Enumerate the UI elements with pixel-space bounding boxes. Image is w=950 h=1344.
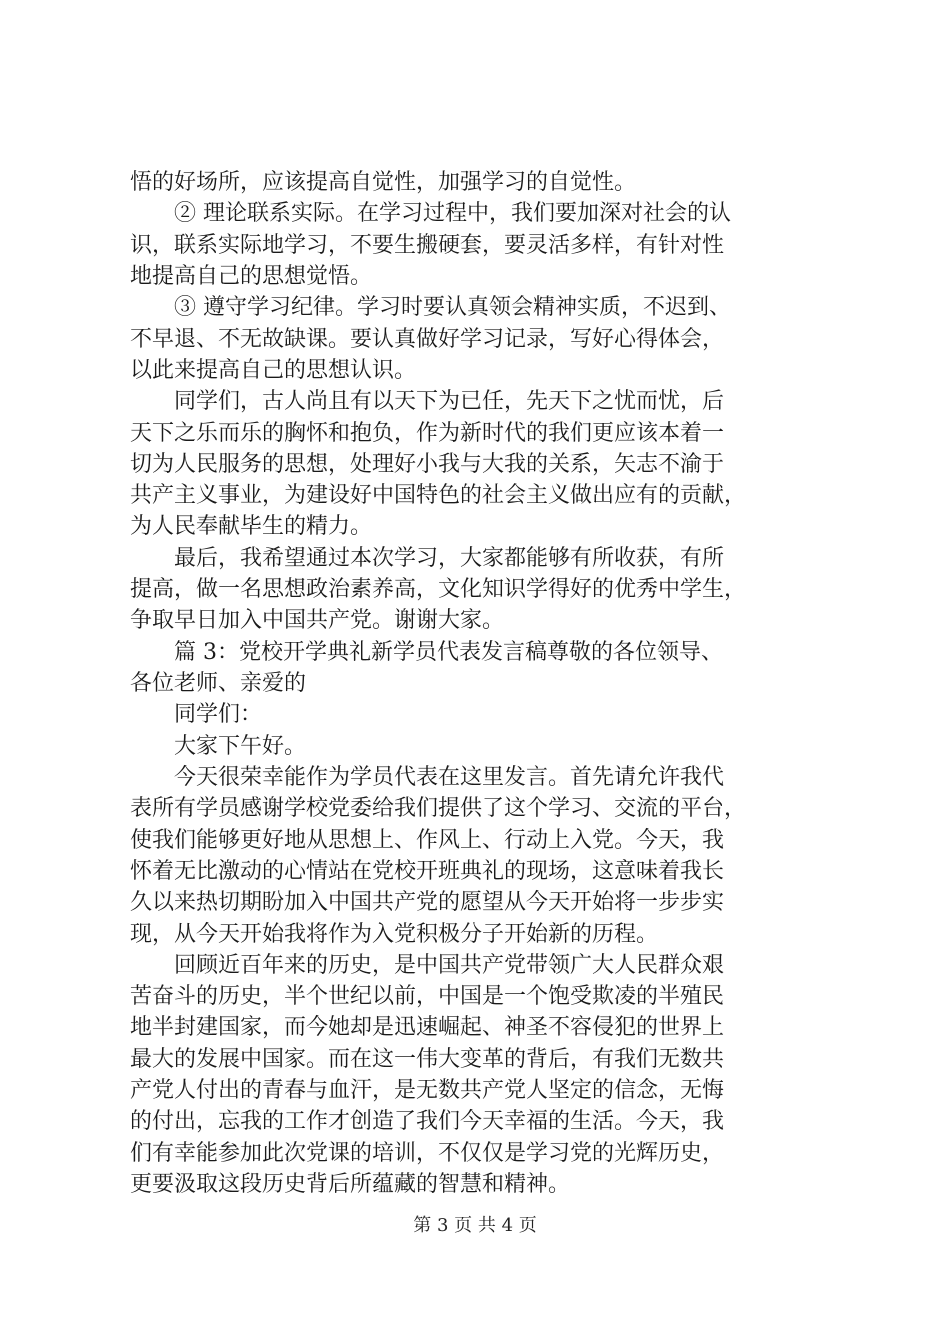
- text-line: 提高，做一名思想政治素养高，文化知识学得好的优秀中学生，: [130, 577, 747, 602]
- text-line: 共产主义事业，为建设好中国特色的社会主义做出应有的贡献，: [130, 483, 747, 508]
- text-line: 使我们能够更好地从思想上、作风上、行动上入党。今天，我: [130, 828, 725, 853]
- text-line: 识，联系实际地学习，不要生搬硬套，要灵活多样，有针对性: [130, 233, 725, 258]
- text-line: 天下之乐而乐的胸怀和抱负，作为新时代的我们更应该本着一: [130, 421, 725, 446]
- text-line: 们有幸能参加此次党课的培训，不仅仅是学习党的光辉历史，: [130, 1141, 725, 1166]
- text-line: 地半封建国家，而今她却是迅速崛起、神圣不容侵犯的世界上: [130, 1015, 725, 1040]
- text-line: 悟的好场所，应该提高自觉性，加强学习的自觉性。: [130, 170, 637, 195]
- text-line: 久以来热切期盼加入中国共产党的愿望从今天开始将一步步实: [130, 890, 725, 915]
- text-line: 大家下午好。: [130, 734, 307, 759]
- text-line: 各位老师、亲爱的: [130, 671, 307, 696]
- text-line: 同学们，古人尚且有以天下为已任，先天下之忧而忧，后: [130, 389, 725, 414]
- text-line: 现，从今天开始我将作为入党积极分子开始新的历程。: [130, 922, 659, 947]
- text-line: 怀着无比激动的心情站在党校开班典礼的现场，这意味着我长: [130, 859, 725, 884]
- text-line: 苦奋斗的历史，半个世纪以前，中国是一个饱受欺凌的半殖民: [130, 984, 725, 1009]
- text-line: 产党人付出的青春与血汗，是无数共产党人坚定的信念，无悔: [130, 1078, 725, 1103]
- text-line: 表所有学员感谢学校党委给我们提供了这个学习、交流的平台，: [130, 796, 747, 821]
- text-line: 争取早日加入中国共产党。谢谢大家。: [130, 608, 505, 633]
- page-number: 第 3 页 共 4 页: [413, 1215, 537, 1236]
- text-line: ② 理论联系实际。在学习过程中，我们要加深对社会的认: [130, 201, 731, 226]
- text-line: 不早退、不无故缺课。要认真做好学习记录，写好心得体会，: [130, 327, 725, 352]
- text-line: 最后，我希望通过本次学习，大家都能够有所收获，有所: [130, 546, 725, 571]
- text-line: 最大的发展中国家。而在这一伟大变革的背后，有我们无数共: [130, 1047, 725, 1072]
- text-line: ③ 遵守学习纪律。学习时要认真领会精神实质，不迟到、: [130, 295, 731, 320]
- section-heading: 篇 3：党校开学典礼新学员代表发言稿尊敬的各位领导、: [130, 640, 723, 665]
- text-line: 的付出，忘我的工作才创造了我们今天幸福的生活。今天，我: [130, 1109, 725, 1134]
- text-line: 地提高自己的思想觉悟。: [130, 264, 373, 289]
- text-line: 同学们：: [130, 702, 263, 727]
- text-line: 更要汲取这段历史背后所蕴藏的智慧和精神。: [130, 1172, 571, 1197]
- text-line: 切为人民服务的思想，处理好小我与大我的关系，矢志不渝于: [130, 452, 725, 477]
- text-line: 以此来提高自己的思想认识。: [130, 358, 417, 383]
- text-line: 回顾近百年来的历史，是中国共产党带领广大人民群众艰: [130, 953, 725, 978]
- text-line: 为人民奉献毕生的精力。: [130, 514, 373, 539]
- text-line: 今天很荣幸能作为学员代表在这里发言。首先请允许我代: [130, 765, 725, 790]
